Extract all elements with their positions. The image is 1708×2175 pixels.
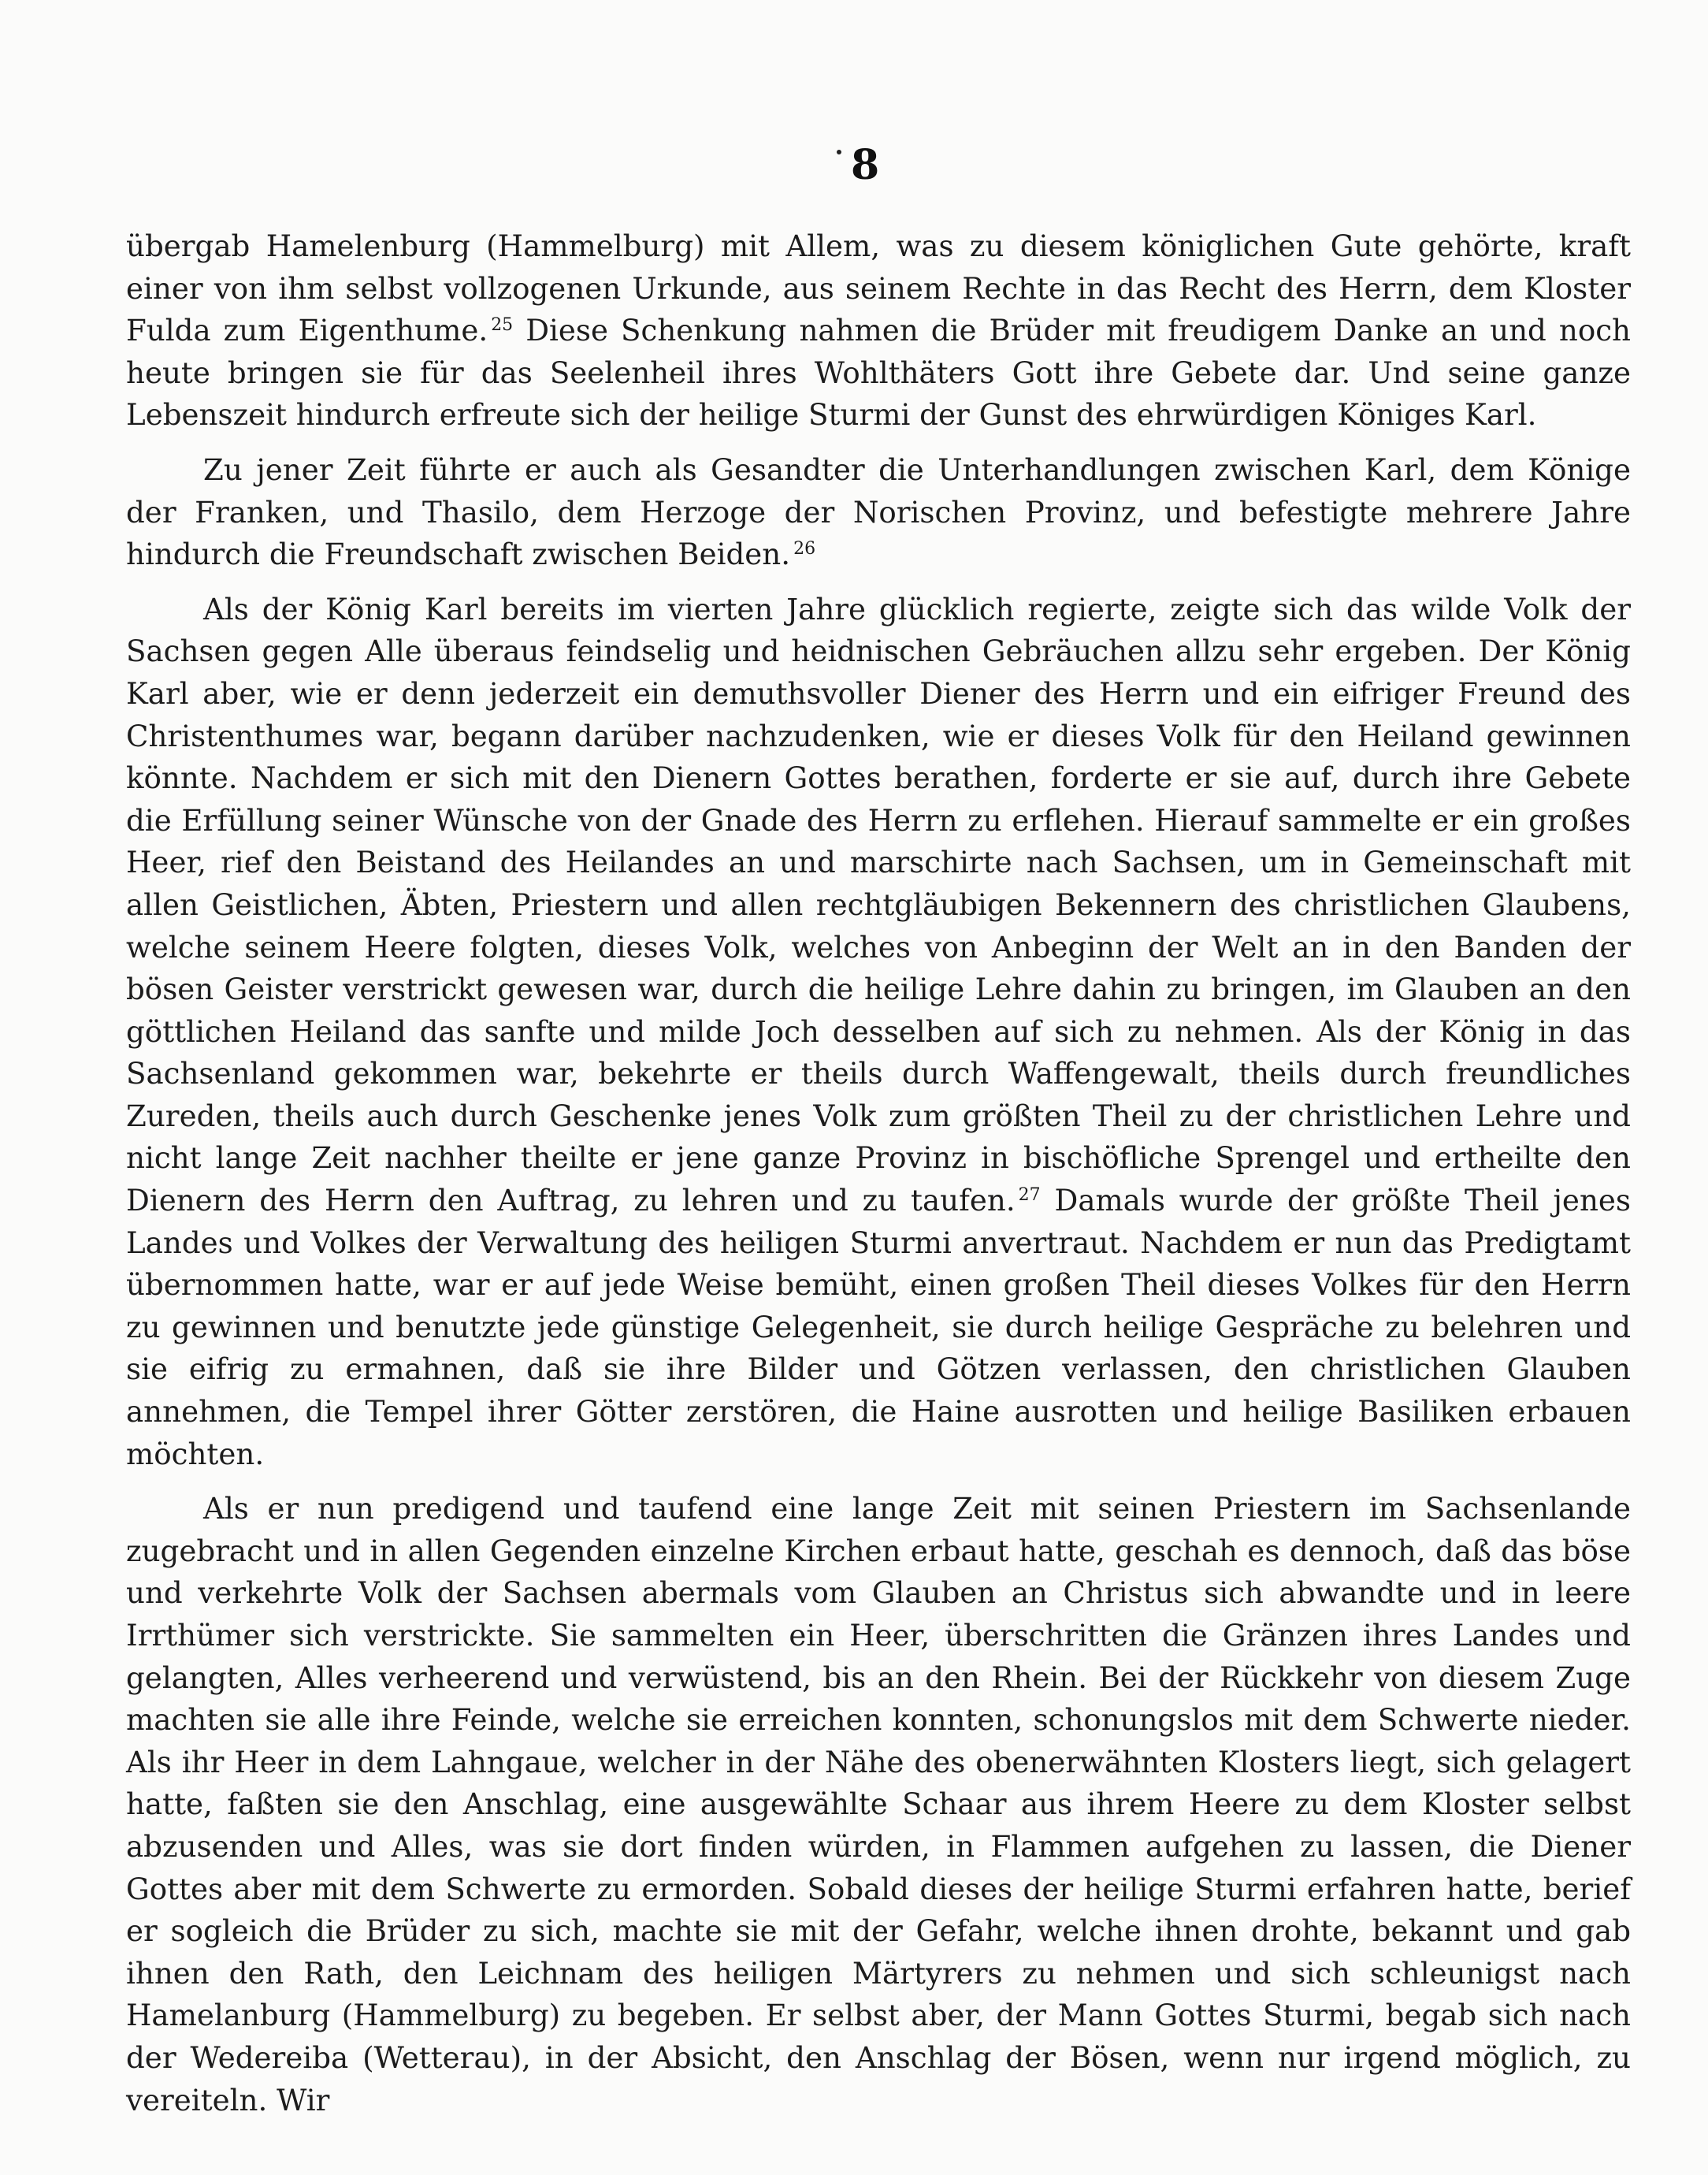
paragraph-1-tail: Diese Schenkung nahmen die Brüder mit freudigem Danke an und noch heute bringen sie für das Seelenheil ihres Wohlthäters Gott ihre Gebete dar. Und seine ganze Lebenszeit hindurch erfreute sich der heilige Sturmi der Gunst des ehrwürdigen Königes Karl. [126, 313, 1631, 433]
paragraph-4-text: Als er nun predigend und taufend eine lange Zeit mit seinen Priestern im Sachsenlande zugebracht und in allen Gegenden einzelne Kirchen erbaut hatte, geschah es dennoch, daß das böse und verkehrte Volk der Sachsen abermals vom Glauben an Christus sich abwandte und in leere Irrthümer sich verstrickte. Sie sammelten ein Heer, überschritten die Gränzen ihres Landes und gelangten, Alles verheerend und verwüstend, bis an den Rhein. Bei der Rückkehr von diesem Zuge machten sie alle ihre Feinde, welche sie erreichen konnten, schonungslos mit dem Schwerte nieder. Als ihr Heer in dem Lahngaue, welcher in der Nähe des obenerwähnten Klosters liegt, sich gelagert hatte, faßten sie den Anschlag, eine ausgewählte Schaar aus ihrem Heere zu dem Kloster selbst abzusenden und Alles, was sie dort finden würden, in Flammen aufgehen zu lassen, die Diener Gottes aber mit dem Schwerte zu ermorden. Sobald dieses der heilige Sturmi erfahren hatte, berief er sogleich die Brüder zu sich, machte sie mit der Gefahr, welche ihnen drohte, bekannt und gab ihnen den Rath, den Leichnam des heiligen Märtyrers zu nehmen und sich schleunigst nach Hamelanburg (Hammelburg) zu begeben. Er selbst aber, der Mann Gottes Sturmi, begab sich nach der Wedereiba (Wetterau), in der Absicht, den Anschlag der Bösen, wenn nur irgend möglich, zu vereiteln. Wir [126, 1491, 1631, 2117]
paragraph-3-tail: Damals wurde der größte Theil jenes Landes und Volkes der Verwaltung des heiligen Sturmi anvertraut. Nachdem er nun das Predigtamt übernommen hatte, war er auf jede Weise bemüht, einen großen Theil dieses Volkes für den Herrn zu gewinnen und benutzte jede günstige Gelegenheit, sie durch heilige Gespräche zu belehren und sie eifrig zu ermahnen, daß sie ihre Bilder und Götzen verlassen, den christlichen Glauben annehmen, die Tempel ihrer Götter zerstören, die Haine ausrotten und heilige Basiliken erbauen möchten. [126, 1183, 1631, 1471]
paragraph-4 [126, 1488, 1631, 2121]
paragraph-3 [126, 589, 1631, 1475]
page-number: 8 [851, 141, 880, 189]
page-mark-dot [837, 150, 841, 154]
footnote-ref-27: 27 [1018, 1184, 1041, 1205]
paragraph-3-text: Als der König Karl bereits im vierten Jahre glücklich regierte, zeigte sich das wilde Volk der Sachsen gegen Alle überaus feindselig und heidnischen Gebräuchen allzu sehr ergeben. Der König Karl aber, wie er denn jederzeit ein demuthsvoller Diener des Herrn und ein eifriger Freund des Christenthumes war, begann darüber nachzudenken, wie er dieses Volk für den Heiland gewinnen könnte. Nachdem er sich mit den Dienern Gottes berathen, forderte er sie auf, durch ihre Gebete die Erfüllung seiner Wünsche von der Gnade des Herrn zu erflehen. Hierauf sammelte er ein großes Heer, rief den Beistand des Heilandes an und marschirte nach Sachsen, um in Gemeinschaft mit allen Geistlichen, Äbten, Priestern und allen rechtgläubigen Bekennern des christlichen Glaubens, welche seinem Heere folgten, dieses Volk, welches von Anbeginn der Welt an in den Banden der bösen Geister verstrickt gewesen war, durch die heilige Lehre dahin zu bringen, im Glauben an den göttlichen Heiland das sanfte und milde Joch desselben auf sich zu nehmen. Als der König in das Sachsenland gekommen war, bekehrte er theils durch Waffengewalt, theils durch freundliches Zureden, theils auch durch Geschenke jenes Volk zum größten Theil zu der christlichen Lehre und nicht lange Zeit nachher theilte er jene ganze Provinz in bischöfliche Sprengel und ertheilte den Dienern des Herrn den Auftrag, zu lehren und zu taufen. [126, 591, 1631, 1218]
paragraph-2 [126, 449, 1631, 576]
body-text [126, 225, 1631, 2121]
paragraph-1-text: übergab Hamelenburg (Hammelburg) mit Allem, was zu diesem königlichen Gute gehörte, kraft einer von ihm selbst vollzogenen Urkunde, aus seinem Rechte in das Recht des Herrn, dem Kloster Fulda zum Eigenthume. [126, 229, 1631, 348]
paragraph-2-text: Zu jener Zeit führte er auch als Gesandter die Unterhandlungen zwischen Karl, dem Könige der Franken, und Thasilo, dem Herzoge der Norischen Provinz, und befestigte mehrere Jahre hindurch die Freundschaft zwischen Beiden. [126, 452, 1631, 572]
footnote-ref-26: 26 [793, 538, 816, 559]
footnote-ref-25: 25 [491, 314, 514, 335]
paragraph-1 [126, 225, 1631, 437]
